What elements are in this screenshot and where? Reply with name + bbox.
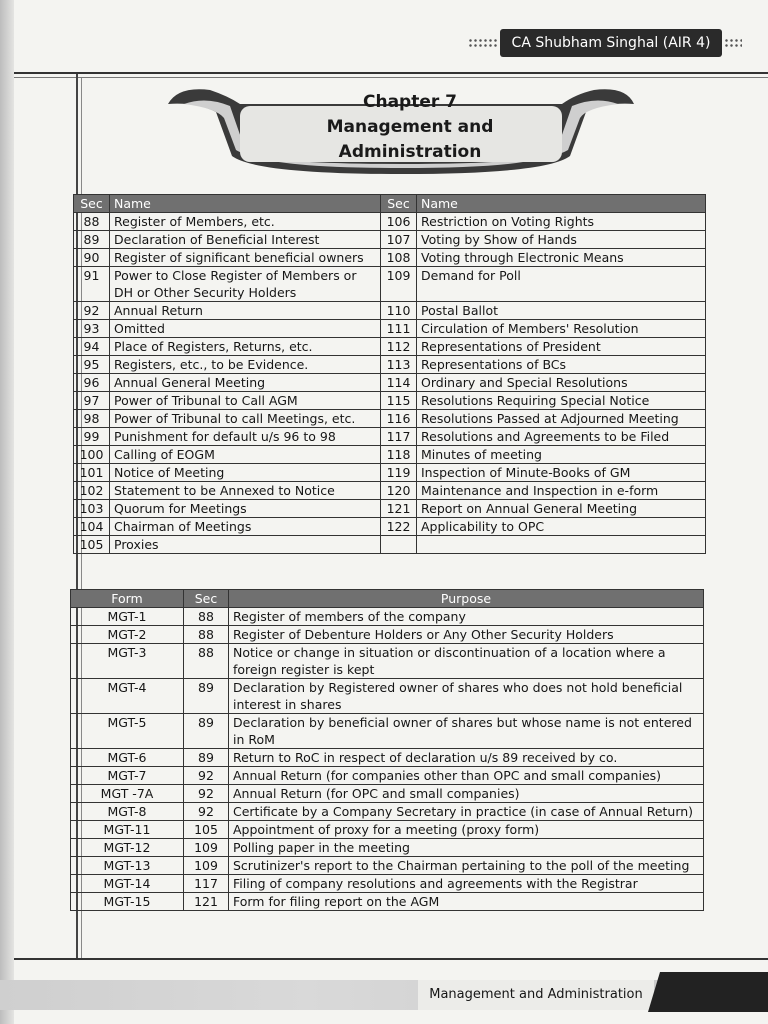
sec-name-cell: Statement to be Annexed to Notice xyxy=(110,482,381,500)
table-row xyxy=(74,392,706,410)
table-row xyxy=(71,644,704,679)
sec-name-cell: Representations of President xyxy=(417,338,706,356)
sec-number-cell: 95 xyxy=(74,356,110,374)
sec-number-cell: 106 xyxy=(381,213,417,231)
sec-name-cell: Voting by Show of Hands xyxy=(417,231,706,249)
form-sec-cell: 121 xyxy=(184,893,229,911)
sec-number-cell: 120 xyxy=(381,482,417,500)
scan-edge xyxy=(0,0,14,1024)
chapter-title-line1: Management and xyxy=(326,117,494,137)
sec-number-cell: 88 xyxy=(74,213,110,231)
form-cell: MGT-14 xyxy=(71,875,184,893)
table-row xyxy=(74,518,706,536)
sec-number-cell: 93 xyxy=(74,320,110,338)
form-purpose-cell: Form for filing report on the AGM xyxy=(229,893,704,911)
sec-number-cell: 113 xyxy=(381,356,417,374)
sec-number-cell: 96 xyxy=(74,374,110,392)
sec-name-cell: Representations of BCs xyxy=(417,356,706,374)
sec-name-cell: Circulation of Members' Resolution xyxy=(417,320,706,338)
form-purpose-cell: Appointment of proxy for a meeting (proxy form) xyxy=(229,821,704,839)
table-row xyxy=(74,320,706,338)
sec-name-cell: Demand for Poll xyxy=(417,267,706,302)
table-row xyxy=(71,875,704,893)
sec-name-cell: Proxies xyxy=(110,536,381,554)
form-cell: MGT -7A xyxy=(71,785,184,803)
sec-number-cell: 117 xyxy=(381,428,417,446)
sec-name-cell: Register of significant beneficial owners xyxy=(110,249,381,267)
sec-number-cell: 90 xyxy=(74,249,110,267)
sec-name-cell: Annual General Meeting xyxy=(110,374,381,392)
form-cell: MGT-3 xyxy=(71,644,184,679)
form-purpose-cell: Annual Return (for companies other than OPC and small companies) xyxy=(229,767,704,785)
table-row xyxy=(71,803,704,821)
sec-name-cell: Register of Members, etc. xyxy=(110,213,381,231)
table-row xyxy=(71,749,704,767)
form-sec-cell: 92 xyxy=(184,785,229,803)
sec-name-cell: Resolutions and Agreements to be Filed xyxy=(417,428,706,446)
sec-number-cell: 122 xyxy=(381,518,417,536)
sec-name-cell: Notice of Meeting xyxy=(110,464,381,482)
footer-corner xyxy=(648,972,768,1012)
form-sec-cell: 92 xyxy=(184,803,229,821)
chapter-number: Chapter 7 xyxy=(362,92,457,112)
footer-label: Management and Administration xyxy=(418,980,654,1010)
sec-name-cell xyxy=(417,536,706,554)
sec-name-cell: Maintenance and Inspection in e-form xyxy=(417,482,706,500)
sec-number-cell: 100 xyxy=(74,446,110,464)
header-rule xyxy=(14,72,768,74)
form-purpose-cell: Declaration by beneficial owner of shares but whose name is not entered in RoM xyxy=(229,714,704,749)
forms-header-row xyxy=(71,590,704,608)
form-cell: MGT-7 xyxy=(71,767,184,785)
sec-name-cell: Minutes of meeting xyxy=(417,446,706,464)
form-purpose-cell: Notice or change in situation or discontinuation of a location where a foreign register is kept xyxy=(229,644,704,679)
sec-name-cell: Ordinary and Special Resolutions xyxy=(417,374,706,392)
table-row xyxy=(74,302,706,320)
table-row xyxy=(74,267,706,302)
sec-number-cell: 112 xyxy=(381,338,417,356)
header-purpose: Purpose xyxy=(229,590,704,608)
chapter-title xyxy=(240,90,580,165)
sec-number-cell: 116 xyxy=(381,410,417,428)
sec-name-cell: Punishment for default u/s 96 to 98 xyxy=(110,428,381,446)
form-purpose-cell: Register of Debenture Holders or Any Other Security Holders xyxy=(229,626,704,644)
form-cell: MGT-11 xyxy=(71,821,184,839)
table-row xyxy=(71,857,704,875)
form-cell: MGT-4 xyxy=(71,679,184,714)
table-row xyxy=(71,679,704,714)
sec-number-cell: 115 xyxy=(381,392,417,410)
form-sec-cell: 89 xyxy=(184,749,229,767)
footer-rule xyxy=(14,958,768,960)
form-cell: MGT-5 xyxy=(71,714,184,749)
form-cell: MGT-1 xyxy=(71,608,184,626)
form-cell: MGT-13 xyxy=(71,857,184,875)
table-row xyxy=(71,893,704,911)
header-name-right: Name xyxy=(417,195,706,213)
form-sec-cell: 117 xyxy=(184,875,229,893)
form-sec-cell: 89 xyxy=(184,714,229,749)
table-row xyxy=(74,374,706,392)
sec-name-cell: Power to Close Register of Members or DH or Other Security Holders xyxy=(110,267,381,302)
sec-number-cell: 98 xyxy=(74,410,110,428)
sec-name-cell: Calling of EOGM xyxy=(110,446,381,464)
sections-header-row xyxy=(74,195,706,213)
table-row xyxy=(74,482,706,500)
header-name-left: Name xyxy=(110,195,381,213)
sec-number-cell: 114 xyxy=(381,374,417,392)
form-sec-cell: 88 xyxy=(184,608,229,626)
table-row xyxy=(71,626,704,644)
table-row xyxy=(74,410,706,428)
form-sec-cell: 88 xyxy=(184,644,229,679)
table-row xyxy=(71,839,704,857)
sec-name-cell: Chairman of Meetings xyxy=(110,518,381,536)
header-form: Form xyxy=(71,590,184,608)
form-purpose-cell: Declaration by Registered owner of shares who does not hold beneficial interest in shares xyxy=(229,679,704,714)
sec-name-cell: Omitted xyxy=(110,320,381,338)
form-sec-cell: 92 xyxy=(184,767,229,785)
form-purpose-cell: Filing of company resolutions and agreements with the Registrar xyxy=(229,875,704,893)
sec-number-cell: 108 xyxy=(381,249,417,267)
form-sec-cell: 109 xyxy=(184,839,229,857)
sec-number-cell: 103 xyxy=(74,500,110,518)
header-rule-thin xyxy=(14,77,768,78)
sec-name-cell: Resolutions Requiring Special Notice xyxy=(417,392,706,410)
table-row xyxy=(71,714,704,749)
form-purpose-cell: Annual Return (for OPC and small companies) xyxy=(229,785,704,803)
sec-number-cell: 94 xyxy=(74,338,110,356)
table-row xyxy=(74,356,706,374)
badge-dots-right xyxy=(724,38,742,48)
table-row xyxy=(71,785,704,803)
sec-name-cell: Voting through Electronic Means xyxy=(417,249,706,267)
sec-name-cell: Power of Tribunal to call Meetings, etc. xyxy=(110,410,381,428)
header-sec: Sec xyxy=(184,590,229,608)
form-cell: MGT-6 xyxy=(71,749,184,767)
sec-name-cell: Restriction on Voting Rights xyxy=(417,213,706,231)
sec-number-cell: 121 xyxy=(381,500,417,518)
table-row xyxy=(74,536,706,554)
form-sec-cell: 89 xyxy=(184,679,229,714)
sec-name-cell: Registers, etc., to be Evidence. xyxy=(110,356,381,374)
form-cell: MGT-15 xyxy=(71,893,184,911)
forms-table xyxy=(70,589,704,911)
sec-name-cell: Annual Return xyxy=(110,302,381,320)
form-cell: MGT-2 xyxy=(71,626,184,644)
table-row xyxy=(74,249,706,267)
table-row xyxy=(74,231,706,249)
form-sec-cell: 105 xyxy=(184,821,229,839)
sections-table xyxy=(73,194,706,554)
sec-name-cell: Applicability to OPC xyxy=(417,518,706,536)
table-row xyxy=(74,446,706,464)
sec-number-cell: 118 xyxy=(381,446,417,464)
sec-number-cell: 107 xyxy=(381,231,417,249)
sec-number-cell: 109 xyxy=(381,267,417,302)
form-sec-cell: 88 xyxy=(184,626,229,644)
sec-name-cell: Place of Registers, Returns, etc. xyxy=(110,338,381,356)
sec-name-cell: Quorum for Meetings xyxy=(110,500,381,518)
sec-number-cell: 99 xyxy=(74,428,110,446)
author-badge: CA Shubham Singhal (AIR 4) xyxy=(500,29,722,57)
sections-body xyxy=(74,213,706,554)
form-cell: MGT-12 xyxy=(71,839,184,857)
sec-number-cell: 89 xyxy=(74,231,110,249)
header-sec-left: Sec xyxy=(74,195,110,213)
sec-number-cell xyxy=(381,536,417,554)
form-purpose-cell: Return to RoC in respect of declaration u/s 89 received by co. xyxy=(229,749,704,767)
sec-number-cell: 111 xyxy=(381,320,417,338)
form-sec-cell: 109 xyxy=(184,857,229,875)
sec-number-cell: 110 xyxy=(381,302,417,320)
form-purpose-cell: Polling paper in the meeting xyxy=(229,839,704,857)
sec-number-cell: 92 xyxy=(74,302,110,320)
sec-number-cell: 101 xyxy=(74,464,110,482)
table-row xyxy=(71,608,704,626)
table-row xyxy=(71,821,704,839)
sec-number-cell: 91 xyxy=(74,267,110,302)
form-cell: MGT-8 xyxy=(71,803,184,821)
sec-number-cell: 104 xyxy=(74,518,110,536)
sec-number-cell: 119 xyxy=(381,464,417,482)
table-row xyxy=(74,500,706,518)
badge-dots-left xyxy=(468,38,498,48)
header-sec-right: Sec xyxy=(381,195,417,213)
form-purpose-cell: Certificate by a Company Secretary in practice (in case of Annual Return) xyxy=(229,803,704,821)
form-purpose-cell: Register of members of the company xyxy=(229,608,704,626)
table-row xyxy=(71,767,704,785)
sec-name-cell: Report on Annual General Meeting xyxy=(417,500,706,518)
sec-number-cell: 105 xyxy=(74,536,110,554)
table-row xyxy=(74,338,706,356)
sec-name-cell: Declaration of Beneficial Interest xyxy=(110,231,381,249)
chapter-title-line2: Administration xyxy=(338,142,482,162)
sec-number-cell: 102 xyxy=(74,482,110,500)
sec-name-cell: Postal Ballot xyxy=(417,302,706,320)
sec-name-cell: Power of Tribunal to Call AGM xyxy=(110,392,381,410)
sec-name-cell: Inspection of Minute-Books of GM xyxy=(417,464,706,482)
forms-body xyxy=(71,608,704,911)
sec-name-cell: Resolutions Passed at Adjourned Meeting xyxy=(417,410,706,428)
table-row xyxy=(74,428,706,446)
form-purpose-cell: Scrutinizer's report to the Chairman pertaining to the poll of the meeting xyxy=(229,857,704,875)
sec-number-cell: 97 xyxy=(74,392,110,410)
table-row xyxy=(74,464,706,482)
table-row xyxy=(74,213,706,231)
